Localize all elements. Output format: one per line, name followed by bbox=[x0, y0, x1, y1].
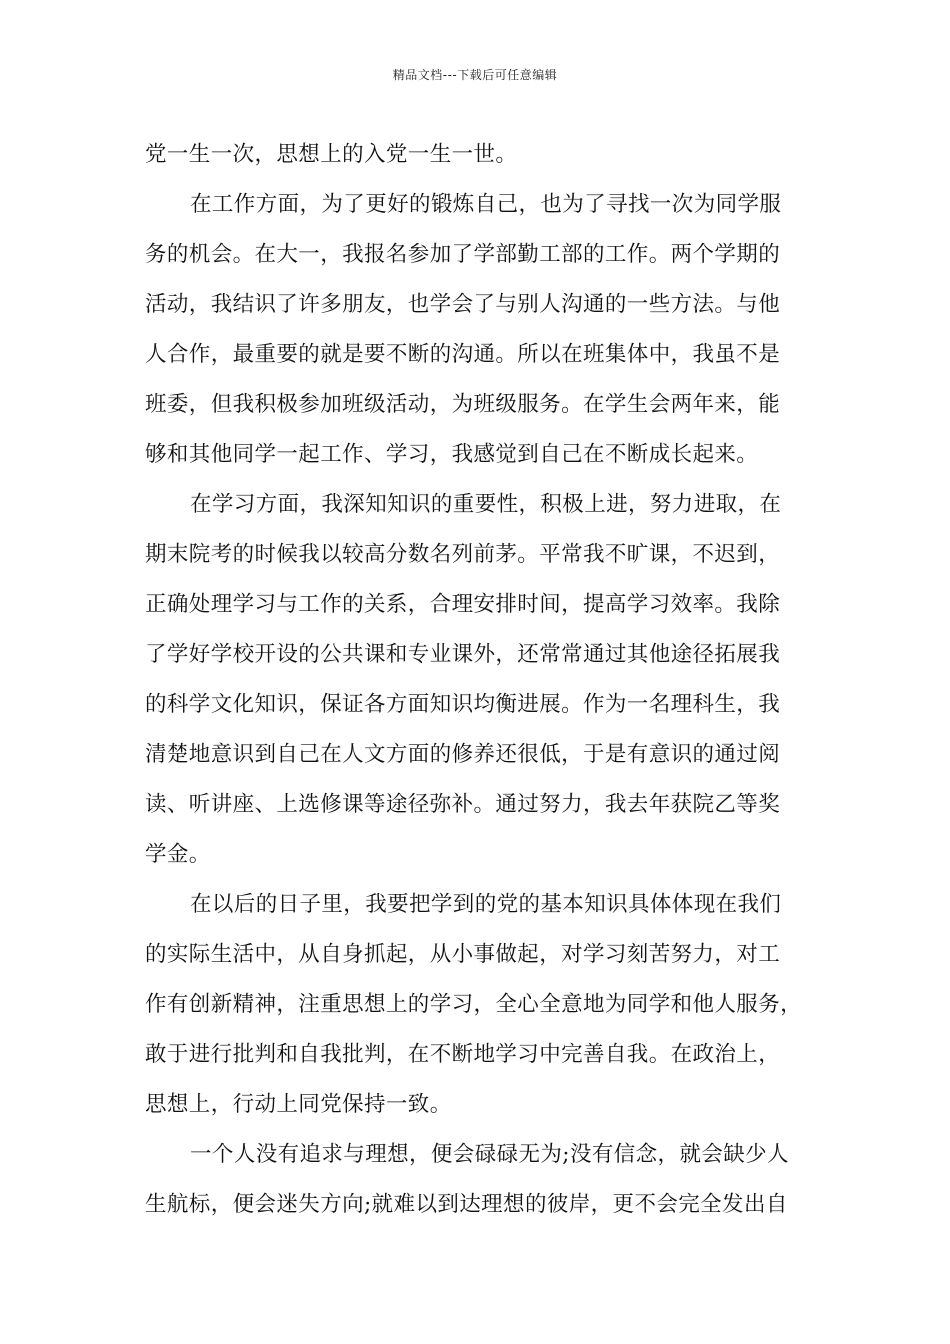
text-line: 务的机会。在大一，我报名参加了学部勤工部的工作。两个学期的 bbox=[145, 242, 781, 267]
text-line: 学金。 bbox=[145, 842, 211, 867]
paragraph-start-line: 一个人没有追求与理想，便会碌碌无为;没有信念，就会缺少人 bbox=[190, 1142, 789, 1167]
text-line: 活动，我结识了许多朋友，也学会了与别人沟通的一些方法。与他 bbox=[145, 292, 781, 317]
text-line: 作有创新精神，注重思想上的学习，全心全意地为同学和他人服务， bbox=[145, 992, 803, 1017]
text-line: 敢于进行批判和自我批判，在不断地学习中完善自我。在政治上， bbox=[145, 1042, 781, 1067]
text-line: 人合作，最重要的就是要不断的沟通。所以在班集体中，我虽不是 bbox=[145, 342, 781, 367]
text-line: 清楚地意识到自己在人文方面的修养还很低，于是有意识的通过阅 bbox=[145, 742, 781, 767]
text-line: 正确处理学习与工作的关系，合理安排时间，提高学习效率。我除 bbox=[145, 592, 781, 617]
paragraph-start-line: 在以后的日子里，我要把学到的党的基本知识具体体现在我们 bbox=[190, 892, 782, 917]
text-line: 党一生一次，思想上的入党一生一世。 bbox=[145, 142, 518, 167]
text-line: 班委，但我积极参加班级活动，为班级服务。在学生会两年来，能 bbox=[145, 392, 781, 417]
text-line: 的科学文化知识，保证各方面知识均衡进展。作为一名理科生，我 bbox=[145, 692, 781, 717]
document-body bbox=[145, 130, 825, 1230]
text-line: 的实际生活中，从自身抓起，从小事做起，对学习刻苦努力，对工 bbox=[145, 942, 781, 967]
text-line: 思想上，行动上同党保持一致。 bbox=[145, 1092, 452, 1117]
text-line: 够和其他同学一起工作、学习，我感觉到自己在不断成长起来。 bbox=[145, 442, 759, 467]
paragraph-start-line: 在学习方面，我深知知识的重要性，积极上进，努力进取，在 bbox=[190, 492, 782, 517]
text-line: 生航标，便会迷失方向;就难以到达理想的彼岸，更不会完全发出自 bbox=[145, 1192, 788, 1217]
text-line: 读、听讲座、上选修课等途径弥补。通过努力，我去年获院乙等奖 bbox=[145, 792, 781, 817]
text-line: 期末院考的时候我以较高分数名列前茅。平常我不旷课，不迟到， bbox=[145, 542, 781, 567]
text-line: 了学好学校开设的公共课和专业课外，还常常通过其他途径拓展我 bbox=[145, 642, 781, 667]
page-header: 精品文档---下载后可任意编辑 bbox=[392, 68, 558, 82]
paragraph-start-line: 在工作方面，为了更好的锻炼自己，也为了寻找一次为同学服 bbox=[190, 192, 782, 217]
